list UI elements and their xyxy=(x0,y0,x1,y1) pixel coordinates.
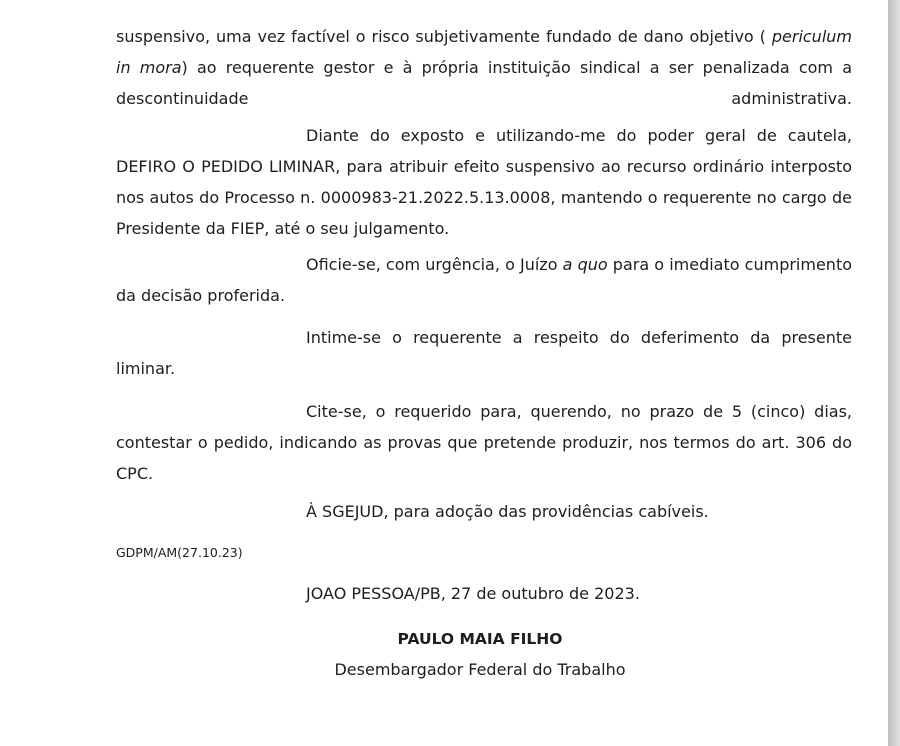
reference-code: GDPM/AM(27.10.23) xyxy=(116,545,243,560)
paragraph-decision: Diante do exposto e utilizando-me do poder geral de cautela, DEFIRO O PEDIDO LIMINAR, para atribuir efeito suspensivo ao recurso ordinário interposto nos autos do Processo n. 0000983-21.2022.5.13.0008, mantendo o requerente no cargo de Presidente da FIEP, até o seu julgamento. xyxy=(116,126,852,238)
oficie-before: Oficie-se, com urgência, o Juízo xyxy=(306,255,563,274)
signatory-title: Desembargador Federal do Trabalho xyxy=(334,660,626,679)
oficie-latin-term: a quo xyxy=(562,255,608,274)
place-date: JOAO PESSOA/PB, 27 de outubro de 2023. xyxy=(306,584,640,603)
signatory-name: PAULO MAIA FILHO xyxy=(397,630,563,648)
page-edge-shadow xyxy=(888,0,900,746)
intro-latin-term: periculum in mora xyxy=(116,27,852,77)
paragraph-intro xyxy=(116,21,852,114)
intro-line-2: ) ao requerente gestor e à própria instituição sindical a ser xyxy=(181,58,694,77)
paragraph-oficie xyxy=(116,249,852,311)
paragraph-sgejud: À SGEJUD, para adoção das providências cabíveis. xyxy=(306,502,709,521)
paragraph-intime: Intime-se o requerente a respeito do deferimento da presente liminar. xyxy=(116,328,852,378)
intro-line-1: suspensivo, uma vez factível o risco subjetivamente fundado de dano objetivo ( xyxy=(116,27,766,46)
oficie-after: para o imediato cumprimento da decisão proferida. xyxy=(116,255,852,305)
paragraph-cite: Cite-se, o requerido para, querendo, no prazo de 5 (cinco) dias, contestar o pedido, indicando as provas que pretende produzir, nos termos do art. 306 do CPC. xyxy=(116,402,852,483)
intro-line-3: penalizada com a descontinuidade administrativa. xyxy=(116,58,853,108)
